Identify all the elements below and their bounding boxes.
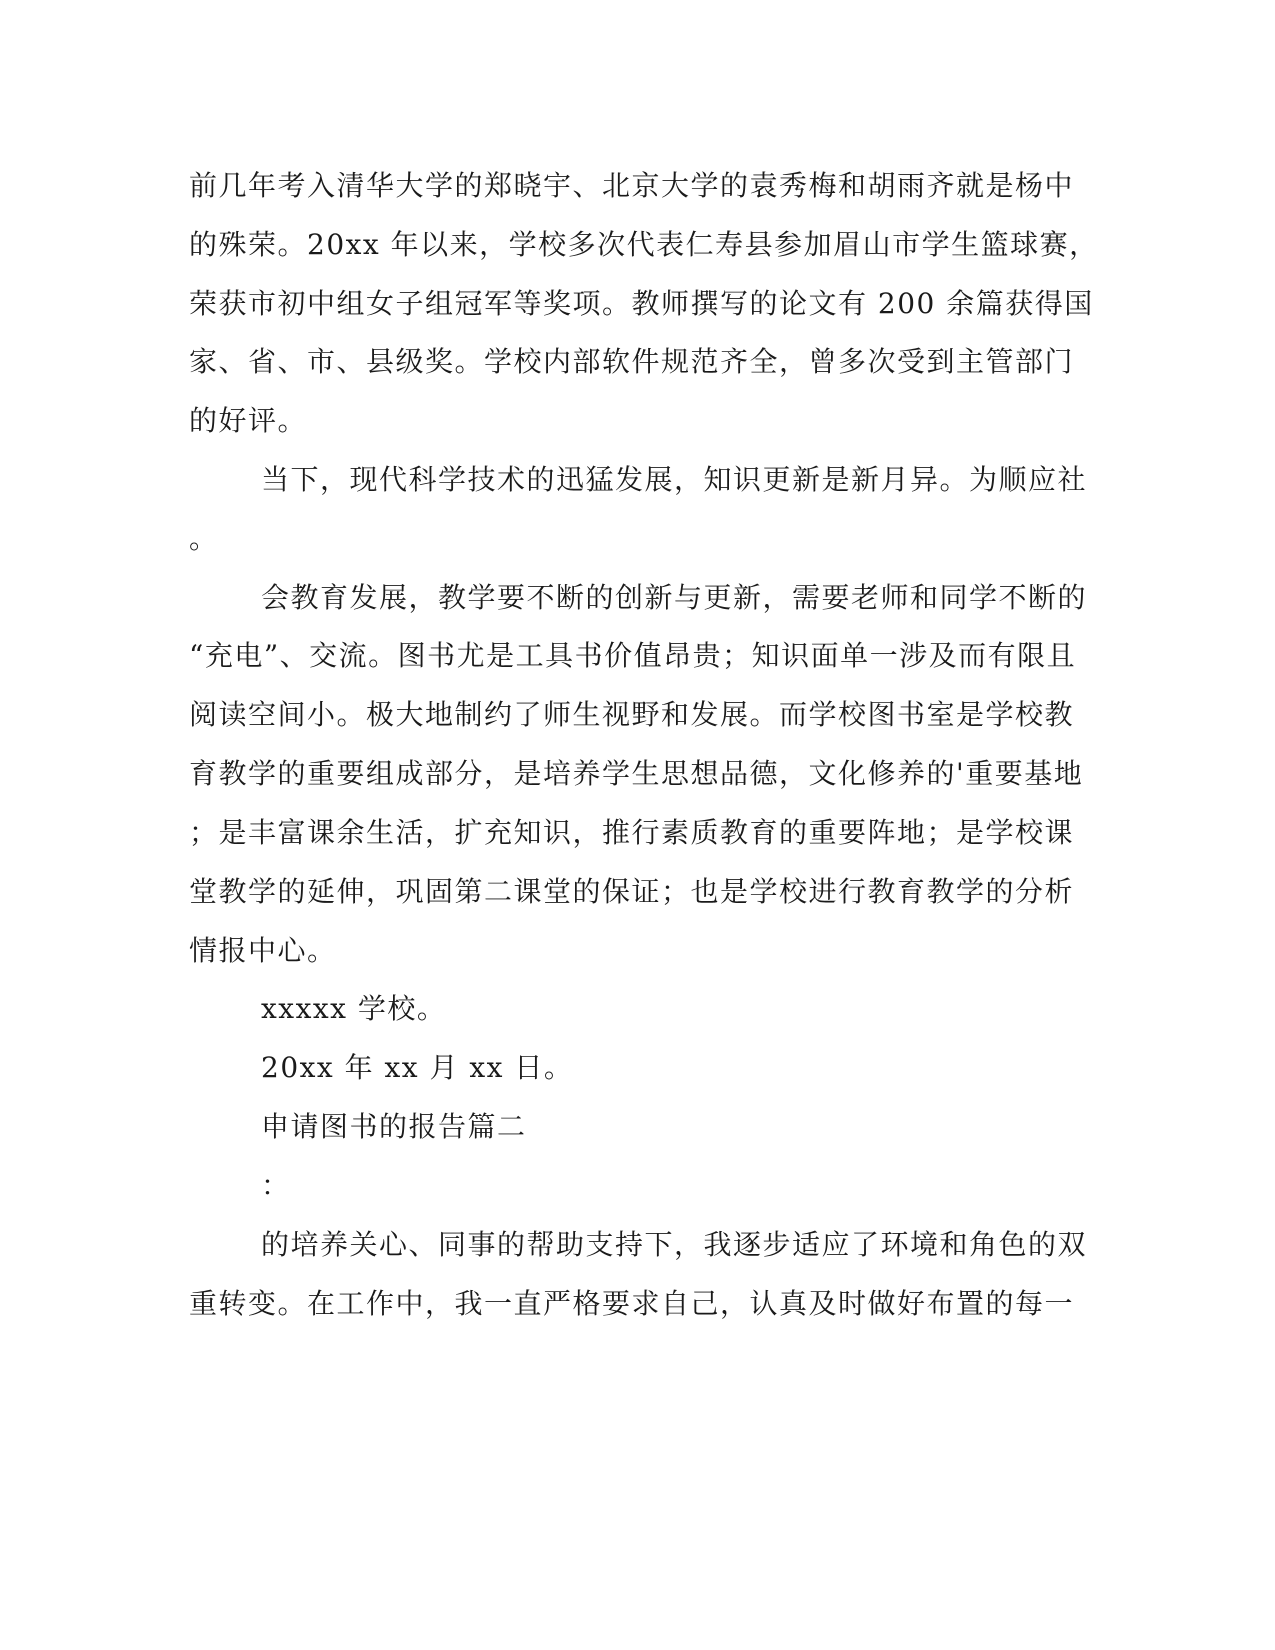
- text-run: 家、省、市、县级奖。学校内部软件规范齐全，曾多次受到主管部门: [189, 345, 1075, 378]
- text-run: 荣获市初中组女子组冠军等奖项。教师撰写的论文有 200 余篇获得国: [189, 287, 1094, 320]
- text-run: 当下，现代科学技术的迅猛发展，知识更新是新月异。为顺应社: [261, 463, 1088, 496]
- body-text-line: [0, 280, 1275, 328]
- body-text-line: [0, 927, 1275, 975]
- signature-school: [0, 985, 1275, 1033]
- text-run: 的培养关心、同事的帮助支持下，我逐步适应了环境和角色的双: [261, 1228, 1088, 1261]
- text-run: 20xx 年 xx 月 xx 日。: [261, 1051, 574, 1084]
- paragraph-first-line: [0, 1221, 1275, 1269]
- text-run: 的殊荣。20xx 年以来，学校多次代表仁寿县参加眉山市学生篮球赛，: [189, 228, 1099, 261]
- paragraph-first-line: [0, 574, 1275, 622]
- body-text-line: [0, 1280, 1275, 1328]
- section-heading: [0, 1103, 1275, 1151]
- body-text-line: [0, 691, 1275, 739]
- text-run: ；是丰富课余生活，扩充知识，推行素质教育的重要阵地；是学校课: [189, 816, 1075, 849]
- text-run: 阅读空间小。极大地制约了师生视野和发展。而学校图书室是学校教: [189, 698, 1075, 731]
- text-run: 。: [189, 522, 219, 555]
- text-run: 申请图书的报告篇二: [261, 1110, 527, 1143]
- text-run: 育教学的重要组成部分，是培养学生思想品德，文化修养的'重要基地: [189, 757, 1084, 790]
- text-run: “充电”、交流。图书尤是工具书价值昂贵；知识面单一涉及而有限且: [189, 639, 1077, 672]
- body-text-line: [0, 338, 1275, 386]
- body-text-line: [0, 162, 1275, 210]
- body-text-line: [0, 515, 1275, 563]
- signature-date: [0, 1044, 1275, 1092]
- text-run: 的好评。: [189, 404, 308, 437]
- text-run: 前几年考入清华大学的郑晓宇、北京大学的袁秀梅和胡雨齐就是杨中: [189, 169, 1075, 202]
- body-text-line: [0, 397, 1275, 445]
- body-text-line: [0, 221, 1275, 269]
- text-run: xxxxx 学校。: [261, 992, 447, 1025]
- body-text-line: [0, 750, 1275, 798]
- body-text-line: [0, 868, 1275, 916]
- body-text-line: [0, 632, 1275, 680]
- text-run: 会教育发展，教学要不断的创新与更新，需要老师和同学不断的: [261, 581, 1088, 614]
- text-run: 情报中心。: [189, 934, 337, 967]
- text-run: 重转变。在工作中，我一直严格要求自己，认真及时做好布置的每一: [189, 1287, 1075, 1320]
- body-text-line: [0, 1162, 1275, 1210]
- text-run: ：: [261, 1169, 291, 1202]
- body-text-line: [0, 809, 1275, 857]
- paragraph-first-line: [0, 456, 1275, 504]
- text-run: 堂教学的延伸，巩固第二课堂的保证；也是学校进行教育教学的分析: [189, 875, 1075, 908]
